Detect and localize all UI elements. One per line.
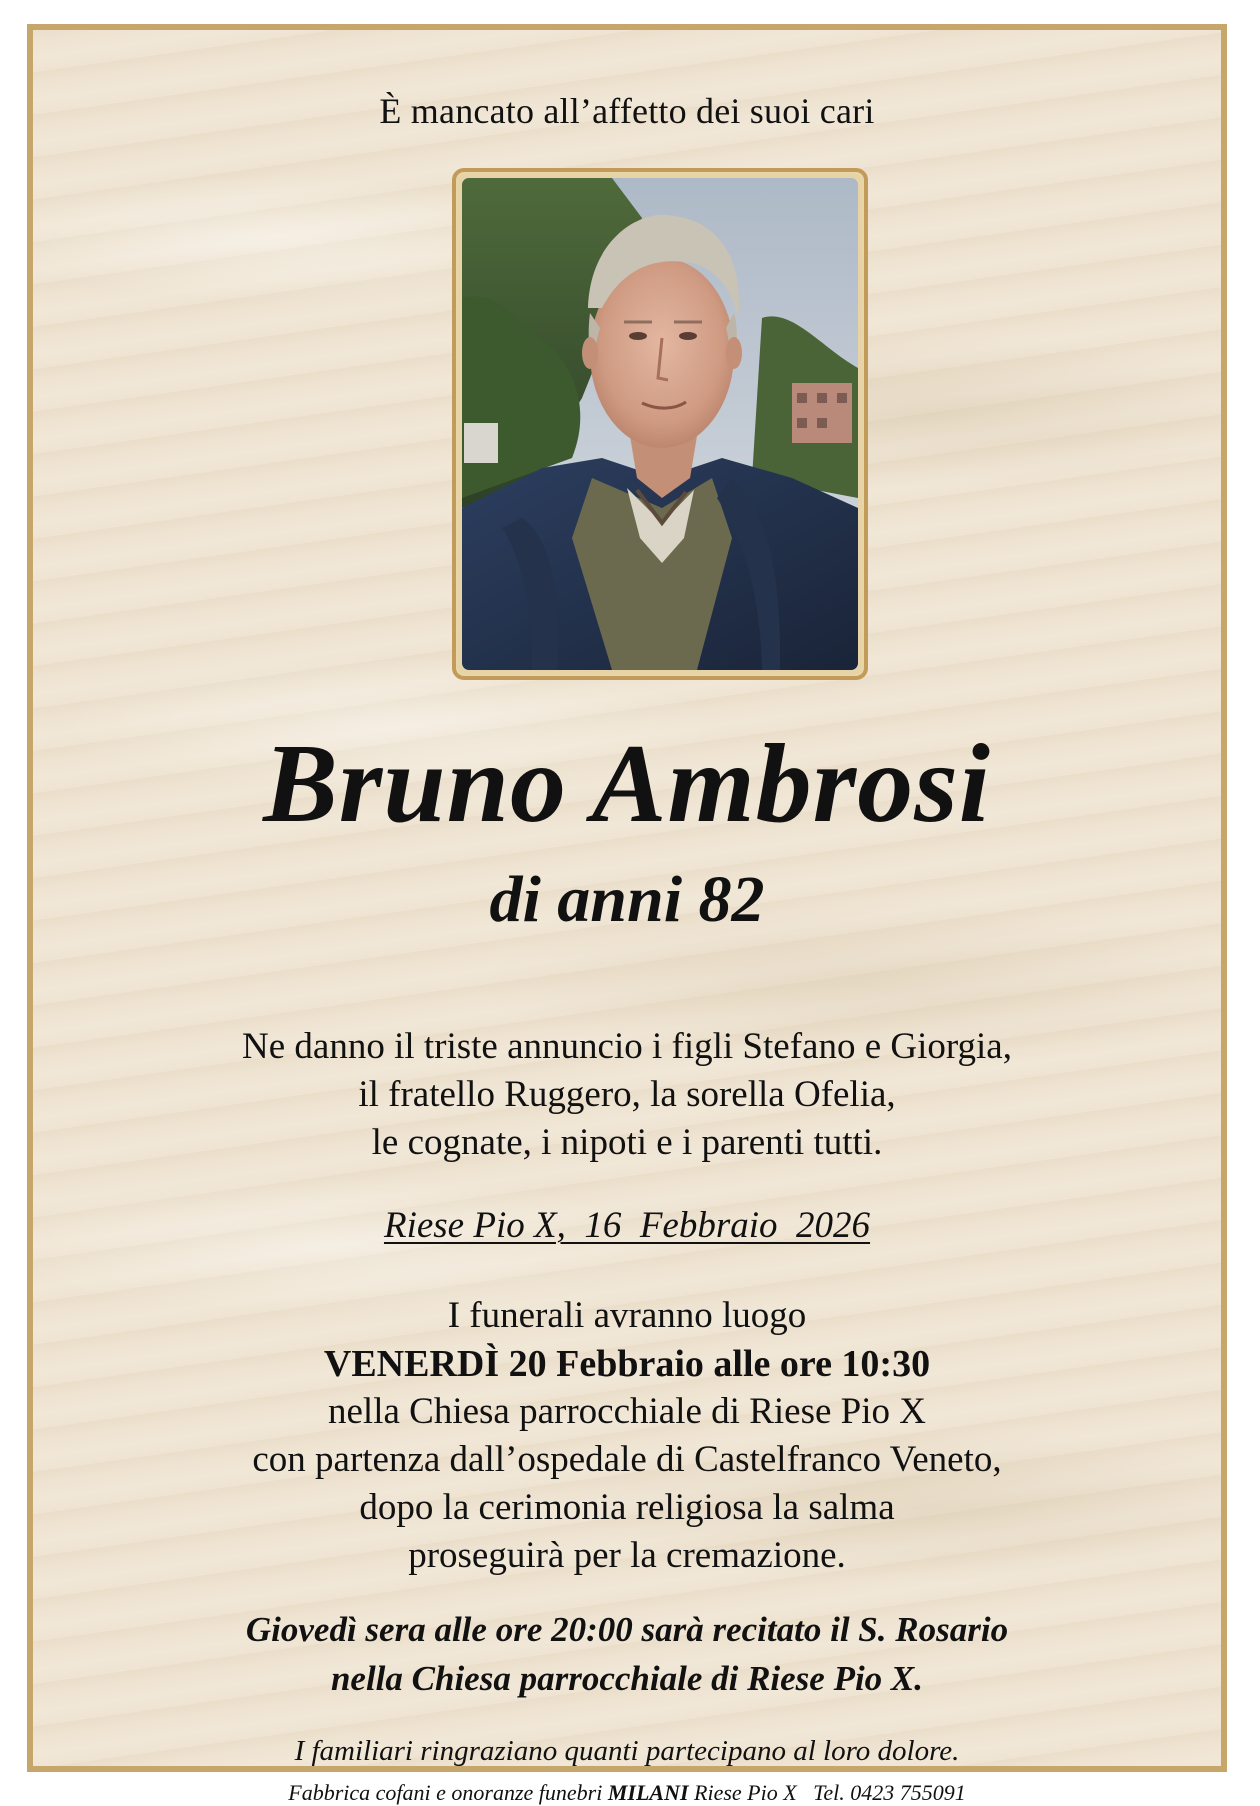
place-date-text: Riese Pio X, 16 Febbraio 2026 (383, 1205, 871, 1246)
funeral-info (33, 1292, 1221, 1580)
funeral-line: con partenza dall’ospedale di Castelfranco Veneto, (252, 1439, 1002, 1480)
funeral-line: proseguirà per la cremazione. (408, 1535, 846, 1576)
footer-suffix: Riese Pio X Tel. 0423 755091 (688, 1780, 966, 1805)
portrait-photo (462, 178, 858, 670)
announcement-line: le cognate, i nipoti e i parenti tutti. (371, 1122, 883, 1163)
deceased-age: di anni 82 (489, 863, 765, 936)
announcement-line: Ne danno il triste annuncio i figli Stefano e Giorgia, (242, 1026, 1012, 1067)
thanks-text: I familiari ringraziano quanti partecipano al loro dolore. (294, 1735, 960, 1767)
footer-company: MILANI (607, 1780, 689, 1805)
announcement-line: il fratello Ruggero, la sorella Ofelia, (358, 1074, 896, 1115)
intro-text: È mancato all’affetto dei suoi cari (379, 91, 875, 131)
obituary-card (27, 24, 1227, 1805)
place-date (33, 1204, 1221, 1247)
rosary-notice (33, 1605, 1221, 1703)
funeral-line: I funerali avranno luogo (447, 1295, 807, 1336)
funeral-line: dopo la cerimonia religiosa la salma (359, 1487, 895, 1528)
portrait-frame (452, 168, 868, 680)
rosary-line: nella Chiesa parrocchiale di Riese Pio X. (330, 1659, 924, 1698)
funeral-home-footer (33, 1780, 1221, 1806)
announcement (33, 1023, 1221, 1167)
rosary-line: Giovedì sera alle ore 20:00 sarà recitato il S. Rosario (245, 1610, 1009, 1649)
deceased-name: Bruno Ambrosi (263, 722, 991, 846)
footer-prefix: Fabbrica cofani e onoranze funebri (288, 1780, 608, 1805)
funeral-line: nella Chiesa parrocchiale di Riese Pio X (328, 1391, 926, 1432)
funeral-date-time: VENERDÌ 20 Febbraio alle ore 10:30 (323, 1343, 931, 1385)
